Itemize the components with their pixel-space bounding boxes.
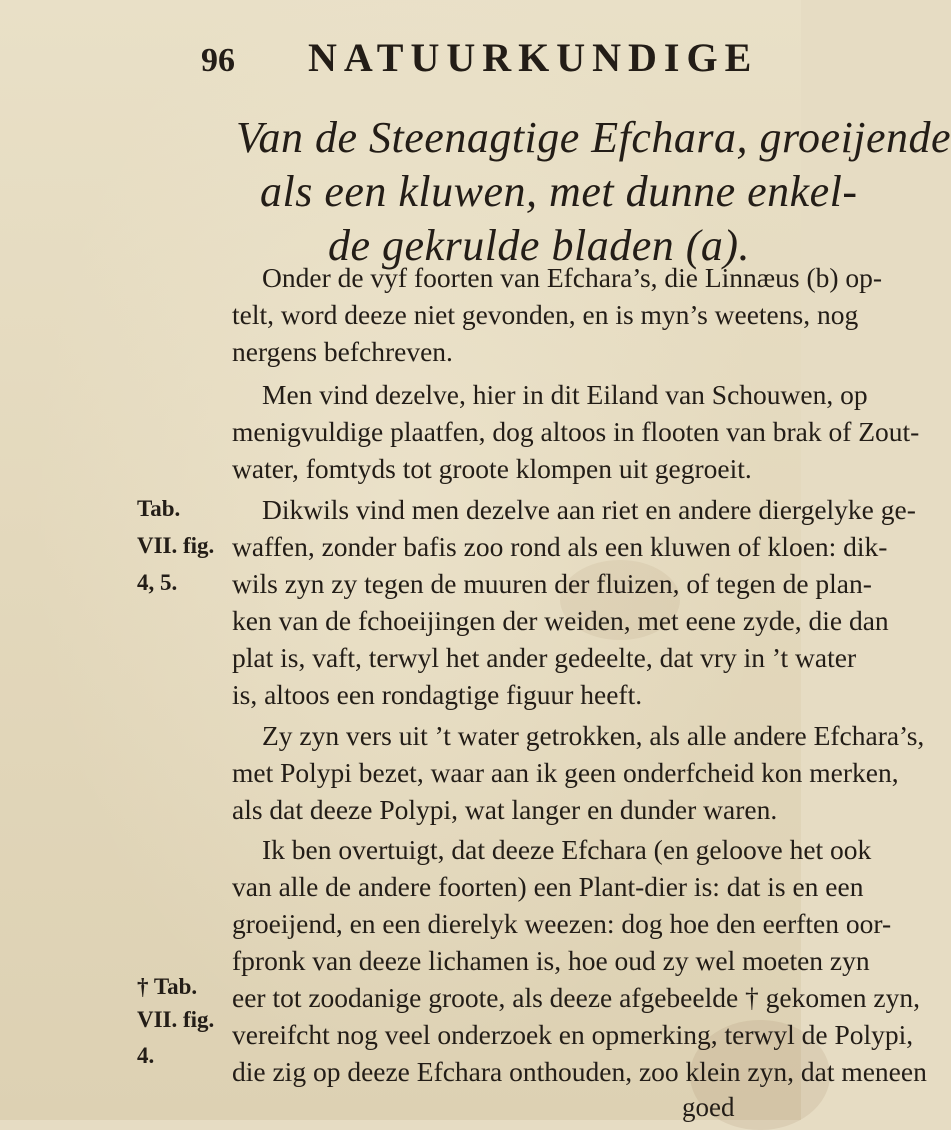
body-line: Zy zyn vers uit ’t water getrokken, als alle andere Efchara’s, [262,720,925,751]
body-line: van alle de andere foorten) een Plant-dier is: dat is en een [232,871,864,902]
body-line: vereifcht nog veel onderzoek en opmerking, terwyl de Polypi, [232,1019,914,1050]
body-line: Dikwils vind men dezelve aan riet en andere diergelyke ge- [262,494,916,525]
body-line: fpronk van deeze lichamen is, hoe oud zy wel moeten zyn [232,945,870,976]
body-line: met Polypi bezet, waar aan ik geen onderfcheid kon merken, [232,757,899,788]
body-line: die zig op deeze Efchara onthouden, zoo klein zyn, dat meneen [232,1056,927,1087]
body-line: wils zyn zy tegen de muuren der fluizen, of tegen de plan- [232,568,872,599]
body-line: als dat deeze Polypi, wat langer en dunder waren. [232,794,778,825]
title-line-2: als een kluwen, met dunne enkel- [260,167,858,216]
running-head: NATUURKUNDIGE [308,35,759,80]
margin-note-line: Tab. [137,496,181,521]
page-number: 96 [201,42,235,79]
margin-note-line: VII. fig. [137,1007,215,1032]
body-line: Ik ben overtuigt, dat deeze Efchara (en geloove het ook [262,834,872,865]
title-line-1: Van de Steenagtige Efchara, groeijende [236,113,951,162]
title-line-3: de gekrulde bladen (a). [328,221,751,270]
body-line: water, fomtyds tot groote klompen uit gegroeit. [232,453,752,484]
margin-note-line: VII. fig. [137,533,215,558]
body-line: nergens befchreven. [232,336,453,367]
body-line: Onder de vyf foorten van Efchara’s, die Linnæus (b) op- [262,262,883,293]
body-line: telt, word deeze niet gevonden, en is myn’s weetens, nog [232,299,859,330]
body-line: ken van de fchoeijingen der weiden, met eene zyde, die dan [232,605,889,636]
body-line: plat is, vaft, terwyl het ander gedeelte, dat vry in ’t water [232,642,857,673]
body-line: Men vind dezelve, hier in dit Eiland van Schouwen, op [262,379,868,410]
margin-note-line: 4, 5. [137,570,178,595]
body-line: is, altoos een rondagtige figuur heeft. [232,679,643,710]
body-line: eer tot zoodanige groote, als deeze afgebeelde † gekomen zyn, [232,982,920,1013]
body-line: groeijend, en een dierelyk weezen: dog hoe den eerften oor- [232,908,892,939]
margin-note-line: 4. [137,1043,155,1068]
body-line: menigvuldige plaatfen, dog altoos in flooten van brak of Zout- [232,416,920,447]
catchword: goed [682,1092,735,1122]
body-line: waffen, zonder bafis zoo rond als een kluwen of kloen: dik- [232,531,888,562]
margin-note-line: † Tab. [137,974,198,999]
